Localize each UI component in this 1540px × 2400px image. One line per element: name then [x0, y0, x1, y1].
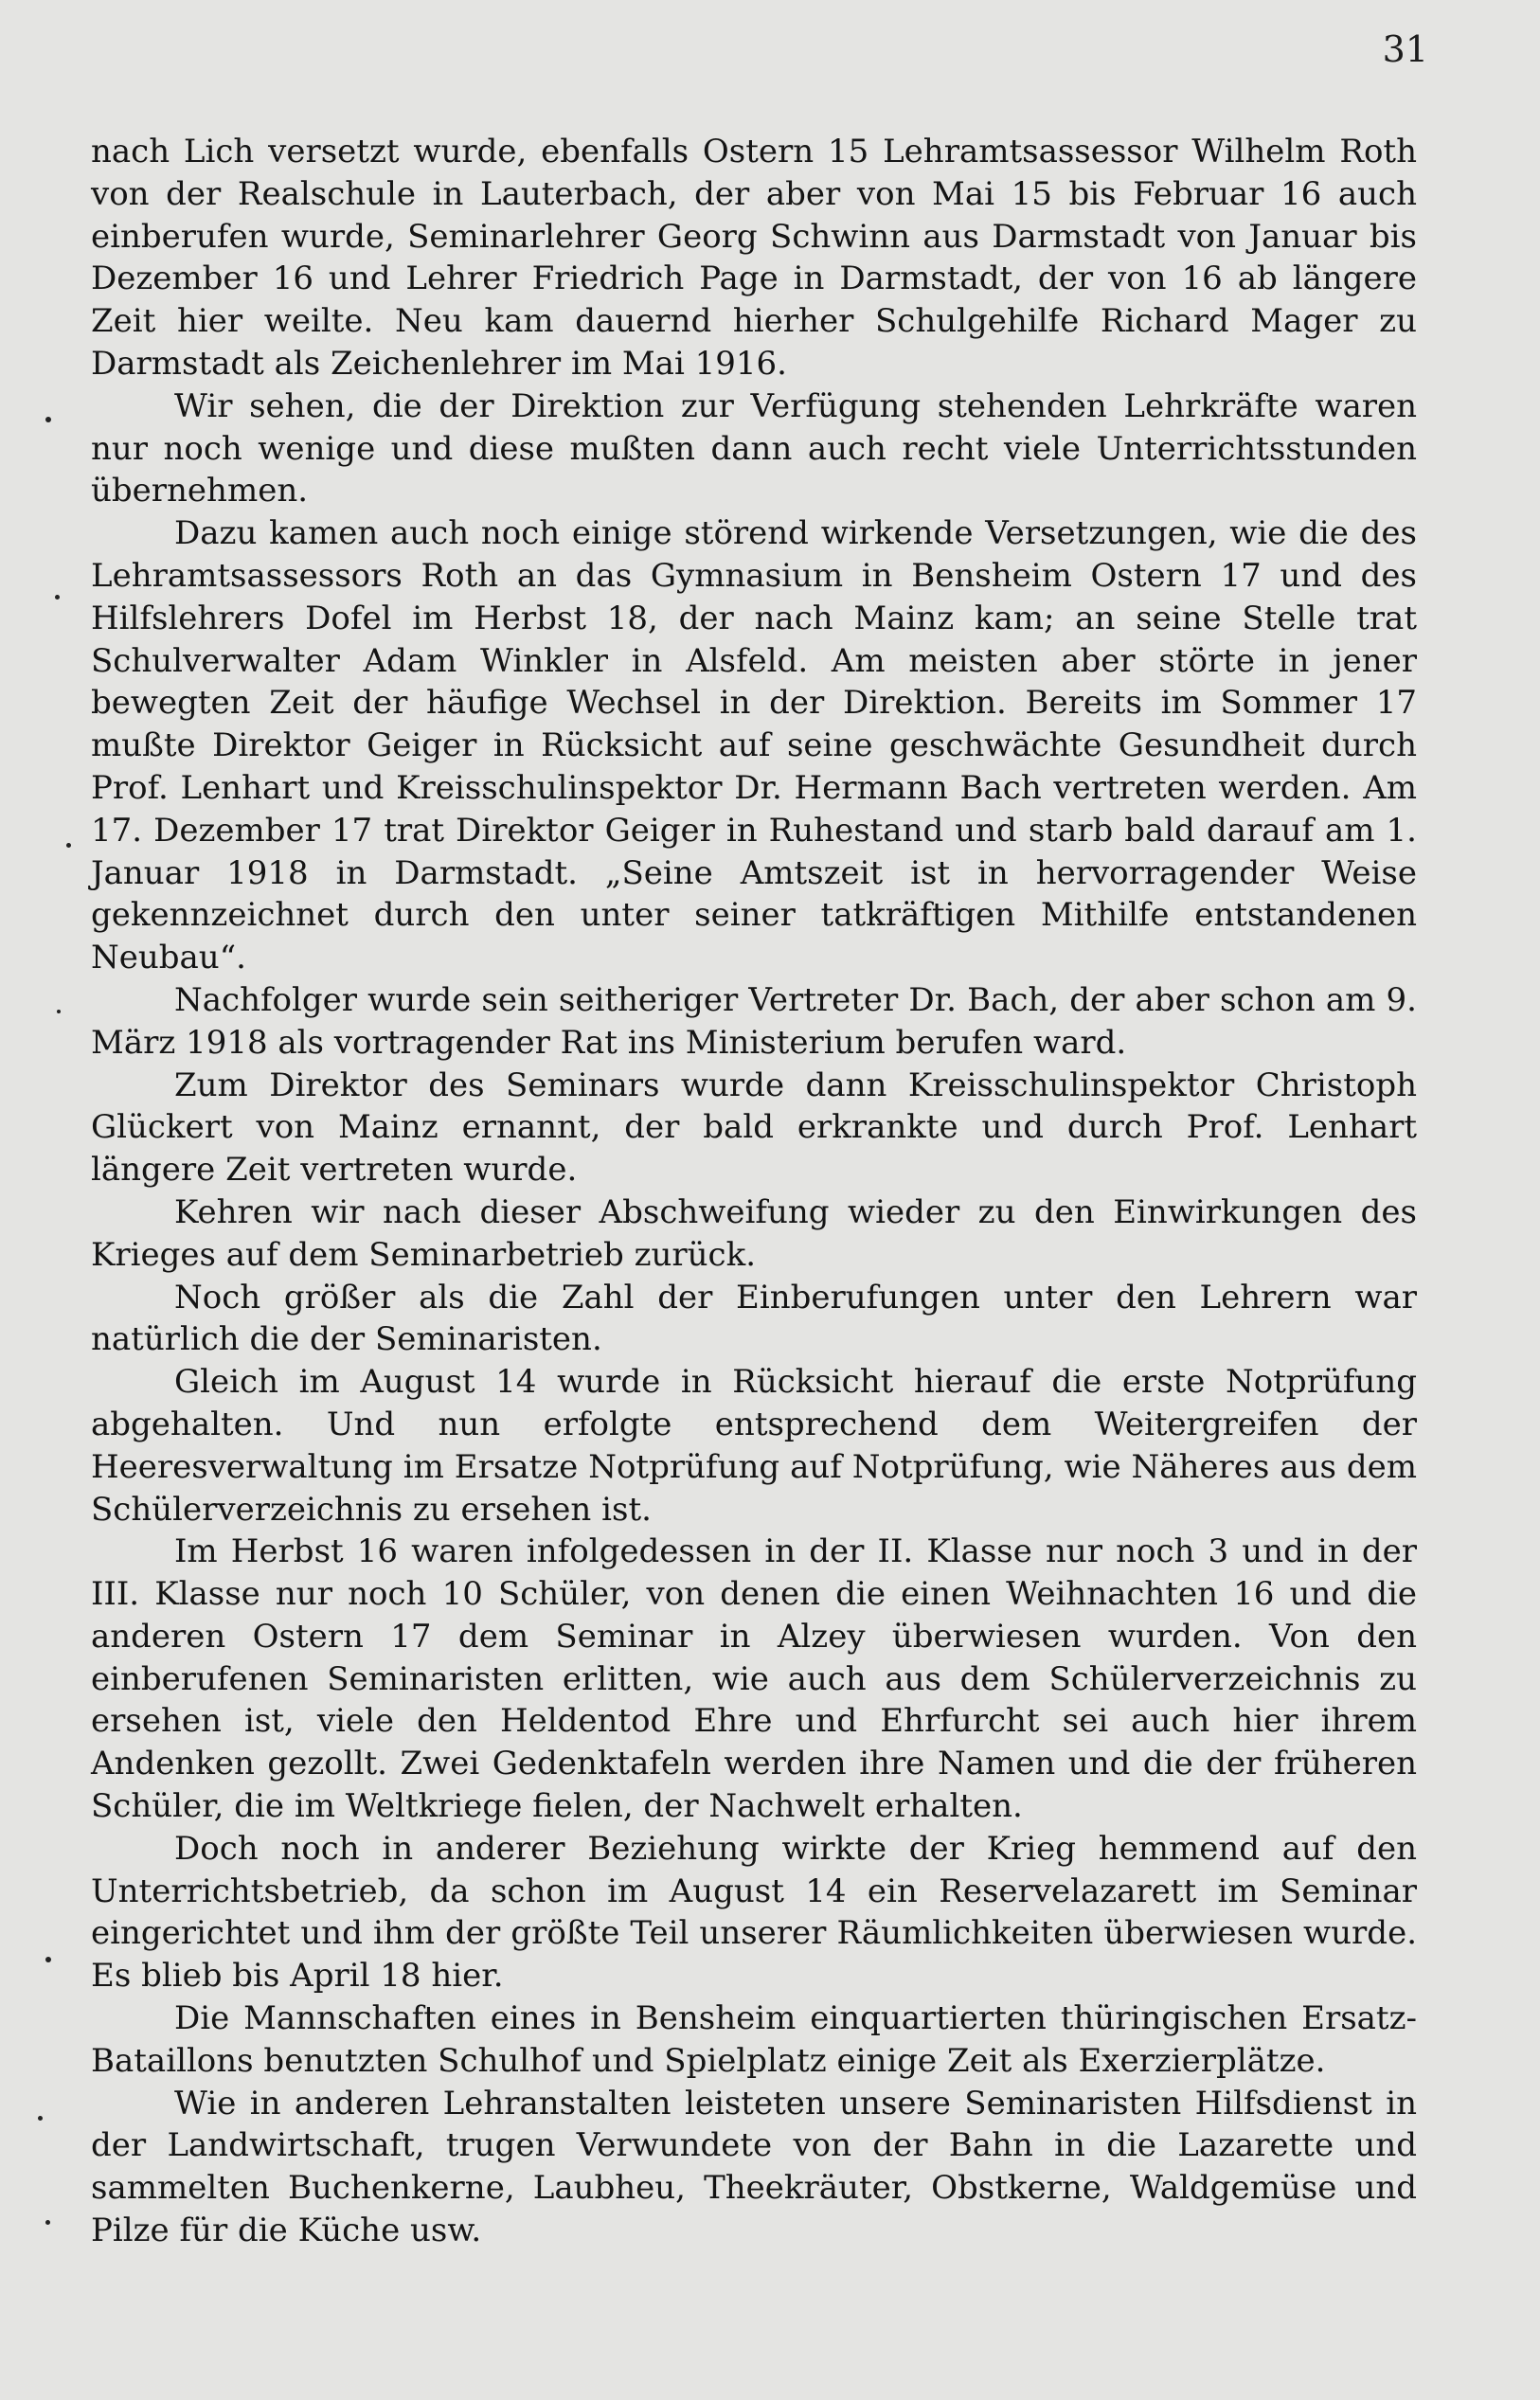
paragraph-12: Wie in anderen Lehranstalten leisteten unsere Seminaristen Hilfsdienst in der Landwirtschaft, trugen Verwundete von der Bahn in die Lazarette und sammelten Buchenkerne, Laubheu, Theekräuter, Obstkerne, Waldgemüse und Pilze für die Küche usw. — [91, 2084, 1417, 2250]
margin-speck — [45, 1957, 51, 1962]
paragraph-7: Noch größer als die Zahl der Einberufungen unter den Lehrern war natürlich die der Seminaristen. — [91, 1278, 1417, 1359]
paragraph-11: Die Mannschaften eines in Bensheim einquartierten thüringischen Ersatz-Bataillons benutzten Schulhof und Spielplatz einige Zeit als Exerzierplätze. — [91, 1999, 1417, 2080]
paragraph-10: Doch noch in anderer Beziehung wirkte der Krieg hemmend auf den Unterrichtsbetrieb, da schon im August 14 ein Reservelazarett im Seminar eingerichtet und ihm der größte Teil unserer Räumlichkeiten überwiesen wurde. Es blieb bis April 18 hier. — [91, 1829, 1417, 1996]
paragraph-6: Kehren wir nach dieser Abschweifung wieder zu den Einwirkungen des Krieges auf dem Seminarbetrieb zurück. — [91, 1192, 1417, 1274]
margin-speck — [38, 2116, 43, 2121]
margin-speck — [45, 417, 51, 422]
paragraph-9: Im Herbst 16 waren infolgedessen in der II. Klasse nur noch 3 und in der III. Klasse nur noch 10 Schüler, von denen die einen Weihnachten 16 und die anderen Ostern 17 dem Seminar in Alzey überwiesen wurden. Von den einberufenen Seminaristen erlitten, wie auch aus dem Schülerverzeichnis zu ersehen ist, viele den Heldentod Ehre und Ehrfurcht sei auch hier ihrem Andenken gezollt. Zwei Gedenktafeln werden ihre Namen und die der früheren Schüler, die im Weltkriege fielen, der Nachwelt erhalten. — [91, 1532, 1417, 1826]
page-number: 31 — [1382, 28, 1428, 70]
paragraph-4: Nachfolger wurde sein seitheriger Vertreter Dr. Bach, der aber schon am 9. März 1918 als vortragender Rat ins Ministerium berufen ward. — [91, 980, 1417, 1062]
paragraph-8: Gleich im August 14 wurde in Rücksicht hierauf die erste Notprüfung abgehalten. Und nun erfolgte entsprechend dem Weitergreifen der Heeresverwaltung im Ersatze Notprüfung auf Notprüfung, wie Näheres aus dem Schülerverzeichnis zu ersehen ist. — [91, 1363, 1417, 1529]
paragraph-5: Zum Direktor des Seminars wurde dann Kreisschulinspektor Christoph Glückert von Mainz ernannt, der bald erkrankte und durch Prof. Lenhart längere Zeit vertreten wurde. — [91, 1066, 1417, 1190]
paragraph-1: nach Lich versetzt wurde, ebenfalls Ostern 15 Lehramtsassessor Wilhelm Roth von der Realschule in Lauterbach, der aber von Mai 15 bis Februar 16 auch einberufen wurde, Seminarlehrer Georg Schwinn aus Darmstadt von Januar bis Dezember 16 und Lehrer Friedrich Page in Darmstadt, der von 16 ab längere Zeit hier weilte. Neu kam dauernd hierher Schulgehilfe Richard Mager zu Darmstadt als Zeichenlehrer im Mai 1916. — [91, 133, 1417, 383]
paragraph-2: Wir sehen, die der Direktion zur Verfügung stehenden Lehrkräfte waren nur noch wenige und diese mußten dann auch recht viele Unterrichtsstunden übernehmen. — [91, 386, 1417, 510]
margin-speck — [66, 843, 71, 848]
margin-speck — [55, 595, 60, 600]
margin-speck — [45, 2220, 50, 2225]
body-text — [91, 131, 1417, 2252]
paragraph-3: Dazu kamen auch noch einige störend wirkende Versetzungen, wie die des Lehramtsassessors Roth an das Gymnasium in Bensheim Ostern 17 und des Hilfslehrers Dofel im Herbst 18, der nach Mainz kam; an seine Stelle trat Schulverwalter Adam Winkler in Alsfeld. Am meisten aber störte in jener bewegten Zeit der häufige Wechsel in der Direktion. Bereits im Sommer 17 mußte Direktor Geiger in Rücksicht auf seine geschwächte Gesundheit durch Prof. Lenhart und Kreisschulinspektor Dr. Hermann Bach vertreten werden. Am 17. Dezember 17 trat Direktor Geiger in Ruhestand und starb bald darauf am 1. Januar 1918 in Darmstadt. „Seine Amtszeit ist in hervorragender Weise gekennzeichnet durch den unter seiner tatkräftigen Mithilfe entstandenen Neubau“. — [91, 514, 1417, 977]
margin-speck — [57, 1010, 61, 1013]
